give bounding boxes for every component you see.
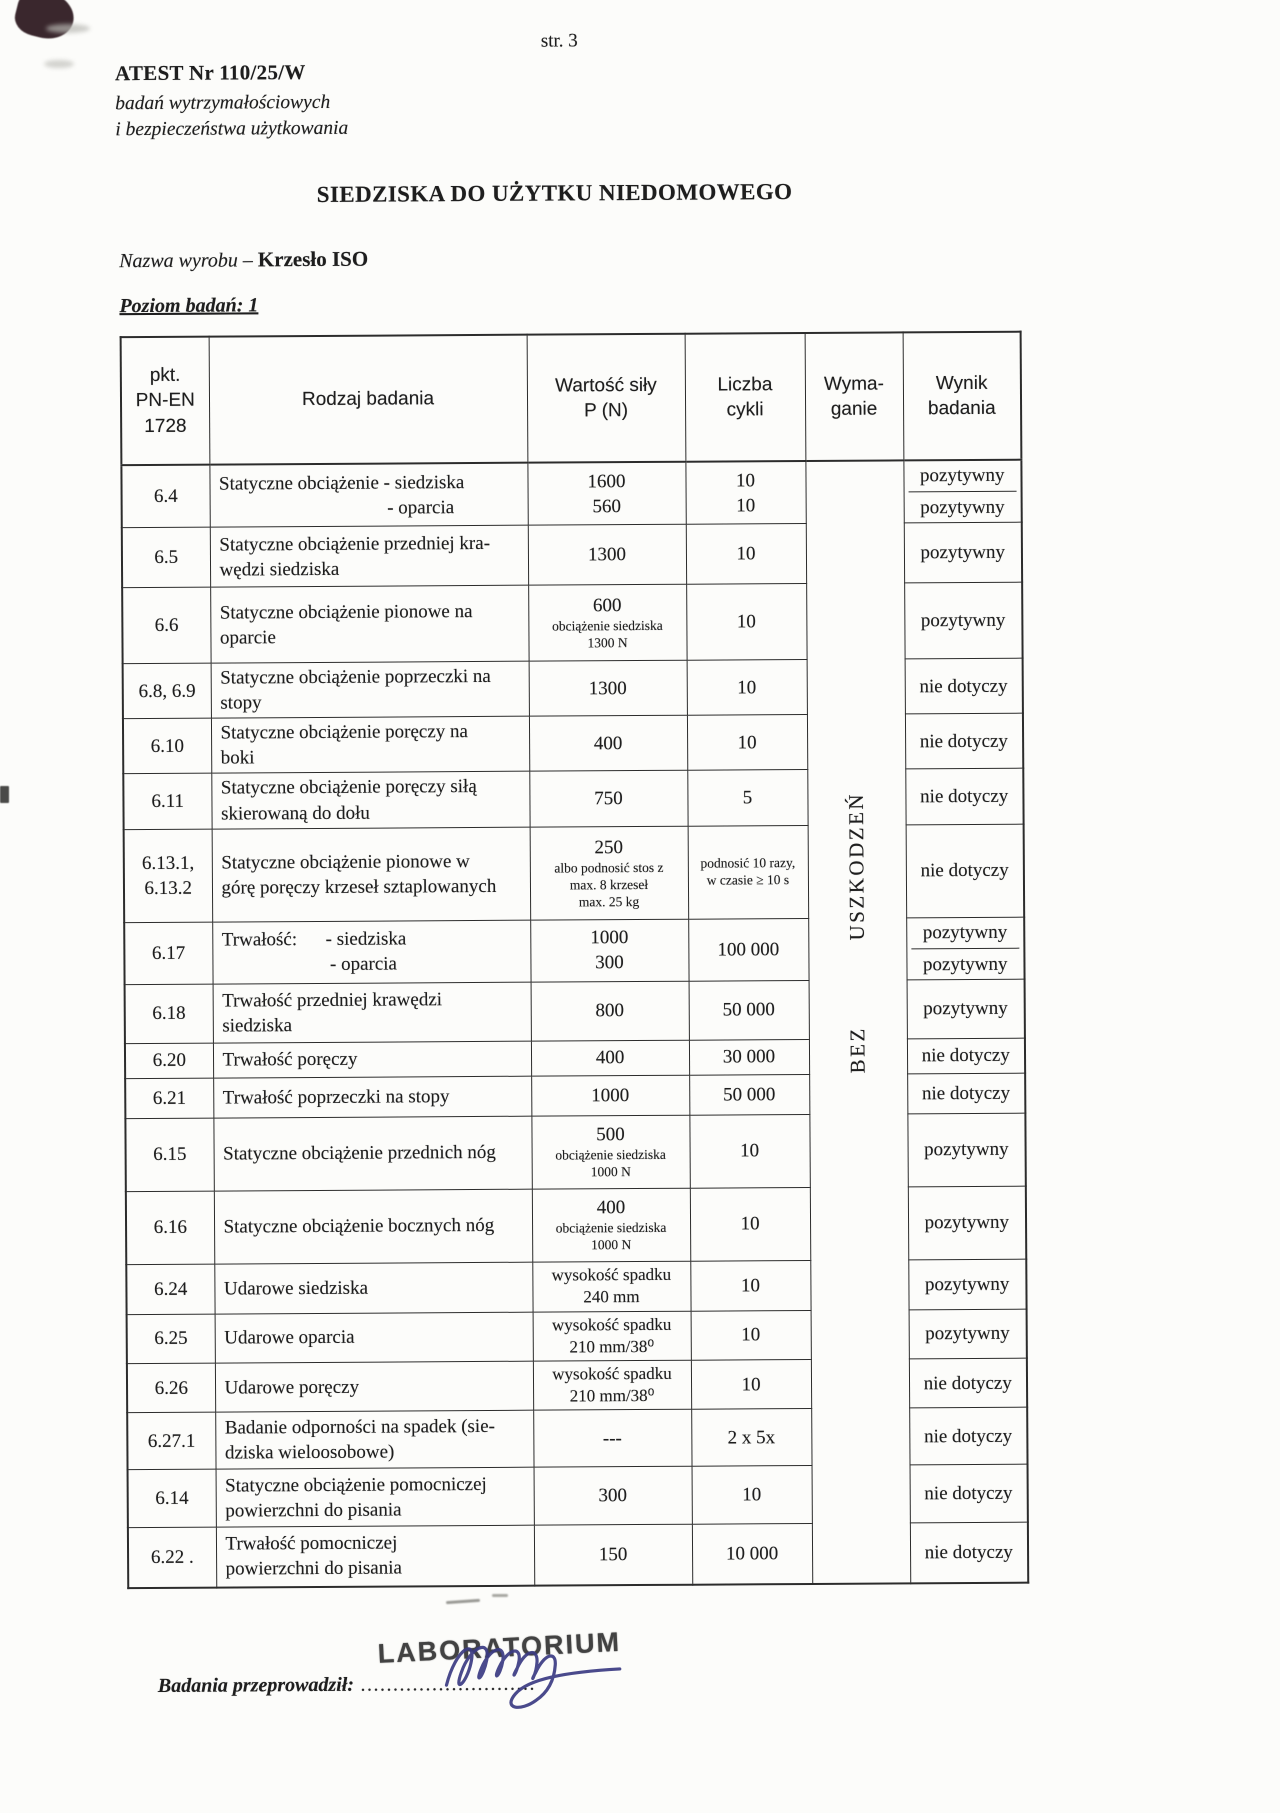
cell-text: Statyczne obciążenie pionowe w: [221, 850, 470, 874]
cell-text: nie dotyczy: [923, 1425, 1013, 1447]
cell-text: Statyczne obciążenie poręczy siłą: [220, 776, 477, 800]
cell-rodzaj-6.11: [211, 772, 529, 829]
document-title: SIEDZISKA DO UŻYTKU NIEDOMOWEGO: [316, 179, 793, 207]
cell-text: 10: [737, 676, 757, 699]
cell-wartosc-6.20: [531, 1040, 689, 1076]
cell-text: obciążenie siedziska: [552, 618, 663, 634]
atest-number: ATEST Nr 110/25/W: [114, 60, 306, 86]
cell-text: powierzchni do pisania: [225, 1499, 402, 1522]
cell-text: 6.20: [152, 1050, 186, 1072]
cell-text: pozytywny: [924, 1273, 1010, 1296]
cell-text: 6.4: [153, 485, 178, 507]
cell-text: ---: [602, 1427, 622, 1449]
column-header-text: badania: [927, 397, 996, 420]
cell-rodzaj-6.6: [210, 585, 528, 663]
cell-pkt-6.5: [122, 527, 210, 588]
cell-text: 6.27.1: [147, 1430, 196, 1452]
cell-cykle-6.14: [692, 1466, 812, 1525]
cell-pkt-6.6: [122, 587, 210, 664]
cell-cykle-6.21: [689, 1074, 809, 1115]
cell-cykle-6.8-6.9: [687, 660, 807, 716]
cell-cykle-6.26: [691, 1359, 811, 1409]
cell-wartosc-6.13: [530, 826, 689, 920]
cell-text: Statyczne obciążenie poprzeczki na: [220, 666, 491, 689]
cell-text: 10: [736, 543, 756, 565]
cell-text: 6.15: [153, 1144, 187, 1166]
column-header-text: cykli: [726, 399, 764, 421]
cell-text: nie dotyczy: [921, 1044, 1010, 1067]
cell-rodzaj-6.18: [213, 982, 531, 1043]
cell-text: Trwałość poprzeczki na stopy: [222, 1085, 450, 1109]
signature-icon: [420, 1605, 643, 1741]
cell-rodzaj-6.22: [216, 1525, 534, 1587]
requirement-vertical-text: BEZ USZKODZEŃ: [843, 791, 870, 1074]
cell-text: wysokość spadku: [552, 1363, 672, 1384]
laboratorium-stamp: LABORATORIUM: [377, 1626, 622, 1669]
cell-text: nie dotyczy: [923, 1372, 1012, 1394]
cell-text: 400: [595, 1047, 625, 1069]
cell-cykle-6.13: [688, 825, 809, 919]
cell-text: Udarowe siedziska: [223, 1277, 369, 1300]
cell-wynik-6.14: [910, 1464, 1028, 1523]
cell-text: Statyczne obciążenie pomocniczej: [225, 1473, 487, 1497]
cell-text: nie dotyczy: [920, 785, 1009, 808]
product-line: [119, 247, 368, 274]
cell-cykle-6.17: [688, 918, 808, 981]
cell-cykle-6.15: [689, 1114, 809, 1188]
cell-rodzaj-6.4: [209, 463, 527, 528]
cell-text: boki: [220, 747, 255, 769]
cell-wartosc-6.11: [529, 771, 687, 827]
cell-pkt-6.27.1: [127, 1412, 215, 1470]
test-results-table: [120, 331, 1030, 1589]
cell-text: 1000 N: [591, 1237, 632, 1253]
cell-text: 6.10: [150, 735, 185, 757]
cell-cykle-6.27.1: [691, 1409, 811, 1467]
cell-text: 6.11: [151, 790, 185, 812]
cell-text: dziska wieloosobowe): [224, 1441, 395, 1464]
cell-pkt-6.18: [125, 984, 213, 1044]
cell-text: 6.13.1,: [141, 852, 195, 874]
cell-text: 560: [592, 495, 621, 517]
column-header-text: Wartość siły: [555, 374, 657, 397]
column-header-text: Liczba: [717, 374, 773, 396]
cell-text: 1300: [588, 677, 627, 699]
cell-cykle-6.20: [689, 1039, 809, 1075]
cell-text: 5: [742, 787, 753, 809]
cell-wartosc-6.10: [529, 716, 687, 772]
cell-text: 10: [736, 494, 756, 516]
cell-text: 10: [740, 1213, 760, 1235]
cell-rodzaj-6.8-6.9: [211, 661, 529, 718]
cell-pkt-6.4: [121, 465, 209, 528]
cell-cykle-6.6: [686, 584, 806, 661]
cell-pkt-6.8-6.9: [123, 663, 211, 719]
cell-wynik-6.26: [909, 1358, 1027, 1408]
cell-text: Udarowe poręczy: [224, 1376, 360, 1399]
cell-text: 750: [594, 788, 623, 810]
cell-pkt-6.22: [128, 1527, 216, 1588]
column-header-rodzaj: [209, 335, 528, 465]
cell-wynik-6.11: [905, 769, 1023, 825]
cell-text: 800: [595, 1000, 625, 1022]
cell-rodzaj-6.25: [215, 1312, 533, 1363]
cell-text: 1000 N: [590, 1164, 631, 1180]
cell-text: pozytywny: [924, 1211, 1010, 1234]
cell-text: w czasie ≥ 10 s: [706, 871, 790, 888]
cell-wartosc-6.4: [527, 462, 685, 526]
cell-text: 10 000: [725, 1543, 779, 1565]
column-header-text: Wyma-: [823, 373, 884, 395]
column-header-cykle: [685, 333, 806, 462]
cell-pkt-6.20: [125, 1043, 213, 1079]
cell-text: Statyczne obciążenie - siedziska: [218, 471, 465, 495]
cell-text: 10: [741, 1324, 761, 1346]
cell-text: Trwałość: - siedziska: [221, 928, 407, 951]
cell-text: max. 25 kg: [578, 893, 640, 909]
cell-text: - oparcia: [329, 953, 398, 976]
cell-rodzaj-6.27.1: [215, 1410, 533, 1469]
cell-text: 210 mm/38⁰: [569, 1336, 655, 1357]
cell-wynik-6.22: [910, 1522, 1028, 1583]
cell-text: 1000: [590, 927, 629, 949]
column-header-text: Wynik: [935, 372, 988, 395]
cell-wynik-6.18: [907, 979, 1025, 1039]
cell-wynik-6.4: [903, 460, 1021, 523]
cell-text: Statyczne obciążenie przednich nóg: [223, 1142, 496, 1165]
cell-text: nie dotyczy: [920, 859, 1009, 882]
cell-pkt-6.11: [123, 774, 211, 830]
cell-text: oparcie: [219, 626, 276, 649]
cell-cykle-6.16: [690, 1187, 810, 1261]
cell-text: 210 mm/38⁰: [569, 1385, 655, 1406]
cell-text: 10: [737, 732, 757, 754]
cell-text: 10: [740, 1275, 760, 1297]
cell-text: pozytywny: [925, 1323, 1010, 1345]
page-number: str. 3: [540, 30, 578, 52]
cell-wynik-6.17: [906, 917, 1024, 980]
cell-text: wysokość spadku: [551, 1314, 672, 1335]
column-header-text: Rodzaj badania: [301, 388, 435, 411]
cell-text: pozytywny: [908, 463, 1017, 493]
cell-text: nie dotyczy: [924, 1541, 1013, 1564]
cell-text: nie dotyczy: [919, 675, 1008, 697]
cell-text: 6.22 .: [150, 1546, 194, 1568]
cell-text: pozytywny: [920, 496, 1005, 519]
cell-text: Statyczne obciążenie bocznych nóg: [223, 1215, 495, 1238]
cell-text: Statyczne obciążenie przedniej kra-: [219, 532, 491, 556]
cell-text: nie dotyczy: [919, 730, 1008, 753]
cell-text: 30 000: [722, 1046, 776, 1068]
column-header-wymaganie: [805, 332, 904, 461]
cell-cykle-6.11: [687, 770, 807, 826]
cell-text: 300: [598, 1485, 628, 1507]
cell-wynik-6.15: [907, 1113, 1025, 1187]
cell-text: 10: [741, 1373, 761, 1395]
cell-text: siedziska: [222, 1014, 293, 1037]
cell-pkt-6.13: [124, 829, 213, 923]
cell-cykle-6.24: [690, 1260, 810, 1311]
cell-wynik-6.6: [904, 582, 1022, 659]
cell-text: 6.6: [154, 614, 179, 637]
cell-rodzaj-6.21: [213, 1076, 531, 1118]
cell-wartosc-6.25: [533, 1311, 691, 1361]
cell-wynik-6.16: [908, 1186, 1026, 1260]
cell-text: stopy: [220, 692, 262, 714]
cell-text: Trwałość przedniej krawędzi: [222, 988, 443, 1012]
atest-subtitle-1: badań wytrzymałościowych: [115, 91, 331, 115]
cell-pkt-6.14: [128, 1469, 216, 1528]
cell-wartosc-6.24: [532, 1261, 690, 1312]
cell-wynik-6.8-6.9: [905, 658, 1023, 714]
cell-text: 6.5: [154, 546, 179, 569]
cell-pkt-6.26: [127, 1363, 215, 1413]
cell-text: pozytywny: [920, 609, 1006, 632]
cell-text: 50 000: [722, 999, 775, 1021]
cell-text: górę poręczy krzeseł sztaplowanych: [221, 875, 497, 899]
cell-text: nie dotyczy: [924, 1482, 1013, 1505]
cell-text: 150: [598, 1543, 628, 1566]
cell-wartosc-6.8-6.9: [529, 660, 687, 716]
cell-text: powierzchni do pisania: [225, 1557, 402, 1580]
cell-text: Statyczne obciążenie poręczy na: [220, 721, 468, 744]
cell-text: max. 8 krzeseł: [569, 876, 649, 893]
cell-wartosc-6.26: [533, 1360, 691, 1410]
dotted-line: ...........................: [353, 1672, 537, 1696]
product-label: Nazwa wyrobu –: [119, 249, 253, 273]
cell-text: 1300: [587, 544, 627, 566]
cell-wartosc-6.14: [534, 1466, 692, 1525]
cell-pkt-6.17: [124, 922, 212, 985]
cell-text: wysokość spadku: [551, 1265, 672, 1285]
cell-pkt-6.25: [127, 1314, 215, 1364]
cell-cykle-6.22: [692, 1524, 812, 1585]
cell-text: 1000: [591, 1084, 630, 1107]
cell-cykle-6.18: [689, 980, 809, 1040]
cell-cykle-6.4: [685, 461, 805, 524]
cell-text: 6.17: [151, 942, 186, 964]
cell-text: 50 000: [723, 1083, 776, 1106]
requirement-cell: [805, 460, 910, 1583]
cell-cykle-6.10: [687, 715, 807, 771]
atest-subtitle-2: i bezpieczeństwa użytkowania: [115, 117, 349, 141]
cell-text: - oparcia: [387, 496, 455, 519]
cell-text: 10: [740, 1140, 760, 1162]
cell-rodzaj-6.10: [211, 716, 529, 773]
cell-wynik-6.13: [906, 824, 1025, 918]
cell-text: Badanie odporności na spadek (sie-: [224, 1415, 495, 1439]
cell-rodzaj-6.24: [214, 1262, 532, 1314]
cell-text: 6.16: [153, 1217, 187, 1239]
cell-text: Trwałość pomocniczej: [225, 1532, 398, 1555]
cell-text: Udarowe oparcia: [224, 1327, 355, 1349]
cell-wartosc-6.17: [530, 919, 688, 982]
cell-text: pozytywny: [922, 953, 1008, 975]
cell-text: 1600: [587, 470, 626, 492]
cell-text: 500: [596, 1124, 625, 1146]
cell-text: albo podnosić stos z: [554, 859, 664, 876]
cell-wartosc-6.16: [532, 1188, 690, 1262]
cell-wynik-6.5: [904, 522, 1022, 583]
cell-wynik-6.25: [909, 1309, 1027, 1359]
cell-text: podnosić 10 razy,: [700, 854, 796, 871]
cell-rodzaj-6.14: [216, 1467, 534, 1527]
cell-text: 6.18: [152, 1003, 186, 1025]
cell-wynik-6.27.1: [909, 1407, 1027, 1465]
cell-text: 250: [594, 836, 624, 859]
cell-rodzaj-6.5: [210, 525, 528, 587]
cell-text: 100 000: [717, 938, 780, 961]
cell-rodzaj-6.16: [214, 1189, 532, 1264]
cell-wynik-6.10: [905, 713, 1023, 769]
cell-text: 6.8, 6.9: [138, 680, 196, 702]
cell-text: 10: [735, 469, 756, 491]
cell-text: nie dotyczy: [921, 1082, 1011, 1105]
cell-wartosc-6.22: [534, 1524, 692, 1585]
cell-rodzaj-6.26: [215, 1361, 533, 1412]
cell-text: 2 x 5x: [727, 1426, 776, 1449]
column-header-wynik: [903, 332, 1022, 461]
cell-text: 300: [595, 952, 624, 974]
cell-wartosc-6.15: [531, 1115, 689, 1189]
cell-text: 400: [596, 1197, 626, 1219]
cell-text: 6.24: [153, 1278, 188, 1300]
conducted-by-label: Badania przeprowadził:: [157, 1673, 355, 1697]
cell-wartosc-6.18: [531, 981, 689, 1041]
cell-cykle-6.5: [686, 524, 806, 585]
cell-text: 6.25: [154, 1328, 188, 1350]
column-header-pkt: [121, 337, 210, 466]
table-row-6.4: [121, 460, 1021, 528]
cell-pkt-6.21: [125, 1078, 213, 1119]
cell-wynik-6.21: [907, 1073, 1025, 1114]
cell-text: obciążenie siedziska: [555, 1220, 667, 1236]
column-header-text: P (N): [584, 400, 629, 422]
cell-rodzaj-6.13: [212, 827, 531, 922]
cell-pkt-6.10: [123, 718, 211, 774]
column-header-text: ganie: [830, 398, 878, 420]
cell-cykle-6.25: [691, 1310, 811, 1360]
cell-text: pozytywny: [911, 919, 1020, 949]
cell-text: pozytywny: [920, 541, 1005, 564]
cell-text: 10: [742, 1484, 762, 1506]
cell-text: skierowaną do dołu: [220, 802, 370, 825]
cell-text: 6.13.2: [144, 877, 193, 899]
cell-text: pozytywny: [923, 997, 1008, 1020]
cell-text: wędzi siedziska: [219, 558, 340, 581]
cell-rodzaj-6.17: [212, 920, 530, 984]
cell-text: 6.14: [155, 1487, 189, 1510]
cell-text: pozytywny: [924, 1138, 1009, 1161]
column-header-text: PN-EN: [135, 390, 195, 412]
cell-wartosc-6.6: [528, 584, 686, 661]
cell-rodzaj-6.20: [213, 1041, 531, 1078]
cell-text: 240 mm: [583, 1287, 640, 1307]
column-header-text: pkt.: [149, 365, 181, 387]
cell-text: 6.21: [152, 1087, 187, 1109]
cell-pkt-6.15: [125, 1118, 213, 1192]
test-level: Poziom badań: 1: [119, 294, 259, 318]
cell-wartosc-6.5: [528, 524, 686, 585]
cell-text: Statyczne obciążenie pionowe na: [219, 600, 473, 624]
cell-text: 600: [592, 595, 622, 617]
cell-pkt-6.16: [126, 1191, 214, 1265]
cell-text: obciążenie siedziska: [555, 1147, 666, 1163]
cell-rodzaj-6.15: [213, 1116, 531, 1191]
cell-text: 10: [736, 611, 756, 633]
cell-wartosc-6.27.1: [533, 1409, 691, 1467]
cell-wynik-6.24: [908, 1259, 1026, 1310]
cell-wartosc-6.21: [531, 1075, 689, 1116]
product-name: Krzesło ISO: [257, 246, 369, 272]
column-header-wartosc: [527, 334, 686, 463]
cell-text: Trwałość poręczy: [222, 1048, 358, 1071]
cell-pkt-6.24: [126, 1264, 214, 1315]
table-header-row: [121, 332, 1022, 465]
cell-text: 400: [593, 732, 623, 755]
cell-text: 6.26: [154, 1377, 188, 1399]
cell-text: 1300 N: [587, 635, 628, 651]
cell-wynik-6.20: [907, 1038, 1025, 1074]
column-header-text: 1728: [144, 415, 187, 437]
